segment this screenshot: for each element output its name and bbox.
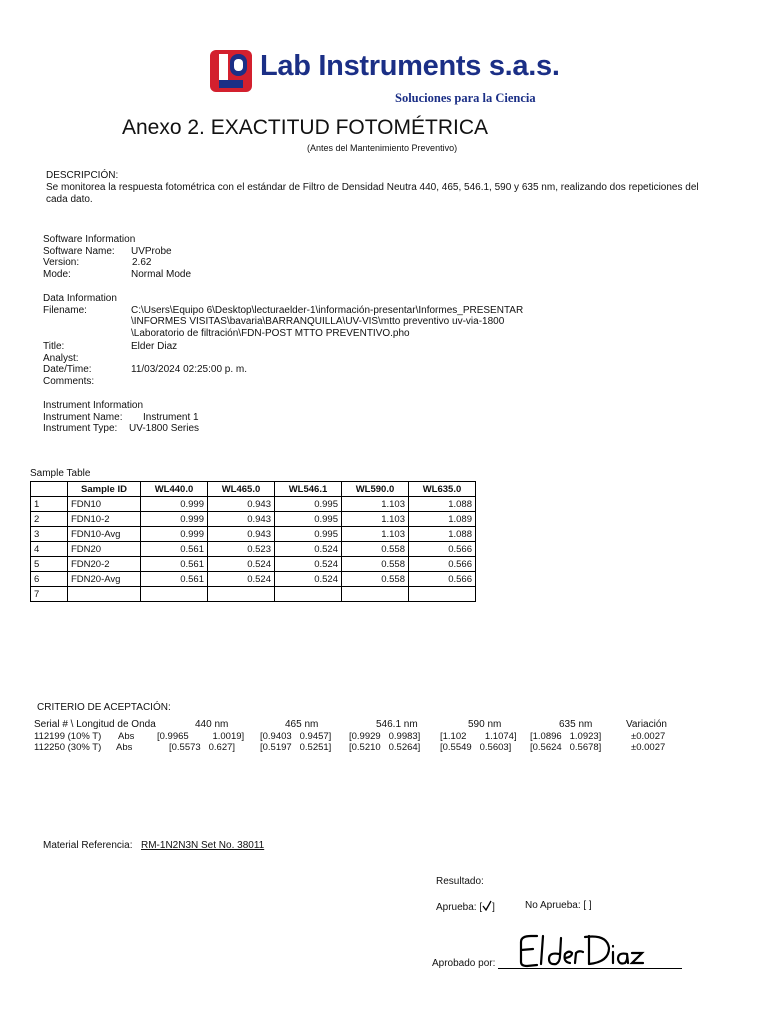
absorbance-cell: [141, 587, 208, 602]
criteria-serial: 112250 (30% T): [34, 742, 102, 753]
sample-id-cell: FDN10-2: [68, 512, 141, 527]
datetime-label: Date/Time:: [43, 364, 92, 375]
absorbance-cell: 0.524: [275, 557, 342, 572]
criteria-col-440: 440 nm: [195, 719, 229, 730]
criteria-range-546: [0.9929 0.9983]: [349, 731, 421, 742]
description-heading: DESCRIPCIÓN:: [46, 170, 119, 181]
filename-line-1: C:\Users\Equipo 6\Desktop\lecturaelder-1\información-presentar\Informes_PRESENTAR: [131, 304, 524, 316]
row-number: 2: [31, 512, 68, 527]
criteria-unit: Abs: [116, 742, 133, 753]
absorbance-cell: [208, 587, 275, 602]
absorbance-cell: 0.999: [141, 497, 208, 512]
instrument-name: Instrument 1: [143, 411, 199, 423]
sample-id-cell: FDN20-2: [68, 557, 141, 572]
criteria-serial: 112199 (10% T): [34, 731, 102, 742]
table-header: WL635.0: [409, 482, 476, 497]
absorbance-cell: 0.566: [409, 542, 476, 557]
table-header: [31, 482, 68, 497]
table-row: [31, 587, 476, 602]
document-title: Anexo 2. EXACTITUD FOTOMÉTRICA: [122, 116, 489, 139]
title-label: Title:: [43, 341, 65, 352]
document-subtitle: (Antes del Mantenimiento Preventivo): [307, 143, 458, 153]
criteria-col-590: 590 nm: [468, 719, 502, 730]
absorbance-cell: 0.999: [141, 527, 208, 542]
criteria-range-590: [1.102 1.1074]: [440, 731, 517, 742]
absorbance-cell: 0.566: [409, 557, 476, 572]
row-number: 3: [31, 527, 68, 542]
absorbance-cell: 0.566: [409, 572, 476, 587]
absorbance-cell: 0.558: [342, 542, 409, 557]
software-heading: Software Information: [43, 234, 136, 245]
software-name: UVProbe: [131, 245, 172, 257]
table-header: WL546.1: [275, 482, 342, 497]
checkmark-icon: [482, 900, 492, 911]
absorbance-cell: 1.088: [409, 497, 476, 512]
absorbance-cell: 0.524: [275, 542, 342, 557]
sample-table-caption: Sample Table: [30, 468, 91, 479]
criteria-range-465: [0.9403 0.9457]: [260, 731, 332, 742]
table-row: [31, 557, 476, 572]
table-header: WL440.0: [141, 482, 208, 497]
software-name-label: Software Name:: [43, 245, 115, 257]
description-text: Se monitorea la respuesta fotométrica con el estándar de Filtro de Densidad Neutra 440, 465, 546.1, 590 y 635 nm, realizando dos repeticiones del cada dato.: [46, 182, 699, 205]
result-label: Resultado:: [436, 876, 484, 887]
absorbance-cell: 0.995: [275, 512, 342, 527]
reference-label: Material Referencia:: [43, 840, 133, 851]
criteria-col-635: 635 nm: [559, 719, 593, 730]
absorbance-cell: 0.558: [342, 572, 409, 587]
absorbance-cell: 1.103: [342, 497, 409, 512]
criteria-range-465: [0.5197 0.5251]: [260, 742, 332, 753]
filename-line-2: \INFORMES VISITAS\bavaria\BARRANQUILLA\UV-VIS\mtto preventivo uv-via-1800: [131, 316, 505, 327]
absorbance-cell: 0.995: [275, 527, 342, 542]
absorbance-cell: 0.943: [208, 527, 275, 542]
company-name: Lab Instruments s.a.s.: [260, 50, 560, 82]
criteria-range-546: [0.5210 0.5264]: [349, 742, 421, 753]
table-header: Sample ID: [68, 482, 141, 497]
approved-by-label: Aprobado por:: [432, 958, 496, 969]
absorbance-cell: [342, 587, 409, 602]
absorbance-cell: 1.089: [409, 512, 476, 527]
row-number: 4: [31, 542, 68, 557]
company-logo-icon: [210, 50, 252, 92]
criteria-range-440: [0.5573 0.627]: [169, 742, 236, 753]
absorbance-cell: 0.524: [208, 557, 275, 572]
approve-field[interactable]: [436, 900, 495, 913]
table-row: [31, 497, 476, 512]
instrument-info-section: [43, 400, 343, 436]
row-number: 1: [31, 497, 68, 512]
title-value: Elder Diaz: [131, 341, 178, 352]
criteria-variation: ±0.0027: [631, 742, 666, 753]
row-number: 5: [31, 557, 68, 572]
absorbance-cell: 1.103: [342, 512, 409, 527]
approve-label: Aprueba: [: [436, 902, 483, 913]
instrument-name-label: Instrument Name:: [43, 411, 123, 423]
table-row: [31, 527, 476, 542]
data-info-section: [43, 293, 563, 393]
instrument-type: UV-1800 Series: [129, 423, 200, 434]
reject-field[interactable]: No Aprueba: [ ]: [525, 900, 592, 911]
criteria-range-440: [0.9965 1.0019]: [157, 731, 245, 742]
sample-id-cell: FDN20-Avg: [68, 572, 141, 587]
absorbance-cell: 0.561: [141, 557, 208, 572]
absorbance-cell: 1.103: [342, 527, 409, 542]
sample-table: [30, 481, 476, 602]
sample-id-cell: FDN20: [68, 542, 141, 557]
criteria-col-serial: Serial # \ Longitud de Onda: [34, 719, 156, 730]
software-info-section: [43, 234, 563, 278]
absorbance-cell: 0.943: [208, 497, 275, 512]
criteria-col-variation: Variación: [626, 719, 667, 730]
absorbance-cell: 0.558: [342, 557, 409, 572]
criteria-range-590: [0.5549 0.5603]: [440, 742, 512, 753]
table-row: [31, 572, 476, 587]
absorbance-cell: 0.524: [208, 572, 275, 587]
row-number: 7: [31, 587, 68, 602]
sample-id-cell: FDN10-Avg: [68, 527, 141, 542]
mode-value: Normal Mode: [131, 268, 192, 280]
signature-line: [498, 968, 682, 969]
table-row: [31, 542, 476, 557]
criteria-col-546: 546.1 nm: [376, 719, 418, 730]
absorbance-cell: 0.943: [208, 512, 275, 527]
criteria-unit: Abs: [118, 731, 135, 742]
version-label: Version:: [43, 257, 80, 268]
absorbance-cell: 0.524: [275, 572, 342, 587]
criteria-range-635: [1.0896 1.0923]: [530, 731, 602, 742]
filename-label: Filename:: [43, 304, 87, 316]
absorbance-cell: [409, 587, 476, 602]
mode-label: Mode:: [43, 268, 71, 280]
version-value: 2.62: [132, 257, 152, 268]
table-header-row: [31, 482, 476, 497]
criteria-heading: CRITERIO DE ACEPTACIÓN:: [37, 702, 171, 713]
approve-close: ]: [492, 902, 495, 913]
absorbance-cell: 1.088: [409, 527, 476, 542]
table-header: WL590.0: [342, 482, 409, 497]
datetime-value: 11/03/2024 02:25:00 p. m.: [131, 364, 248, 375]
instrument-heading: Instrument Information: [43, 400, 144, 411]
instrument-type-label: Instrument Type:: [43, 423, 118, 434]
filename-line-3: \Laboratorio de filtración\FDN-POST MTTO PREVENTIVO.pho: [131, 327, 410, 339]
table-header: WL465.0: [208, 482, 275, 497]
absorbance-cell: 0.561: [141, 542, 208, 557]
comments-label: Comments:: [43, 375, 95, 387]
absorbance-cell: 0.523: [208, 542, 275, 557]
absorbance-cell: [275, 587, 342, 602]
criteria-col-465: 465 nm: [285, 719, 319, 730]
criteria-range-635: [0.5624 0.5678]: [530, 742, 602, 753]
reference-value: RM-1N2N3N Set No. 38011: [141, 840, 265, 851]
absorbance-cell: 0.995: [275, 497, 342, 512]
absorbance-cell: 0.561: [141, 572, 208, 587]
data-info-heading: Data Information: [43, 293, 117, 304]
sample-id-cell: [68, 587, 141, 602]
criteria-variation: ±0.0027: [631, 731, 666, 742]
analyst-label: Analyst:: [43, 352, 79, 364]
absorbance-cell: 0.999: [141, 512, 208, 527]
row-number: 6: [31, 572, 68, 587]
signature: [515, 928, 655, 970]
sample-id-cell: FDN10: [68, 497, 141, 512]
table-row: [31, 512, 476, 527]
company-tagline: Soluciones para la Ciencia: [395, 91, 536, 105]
